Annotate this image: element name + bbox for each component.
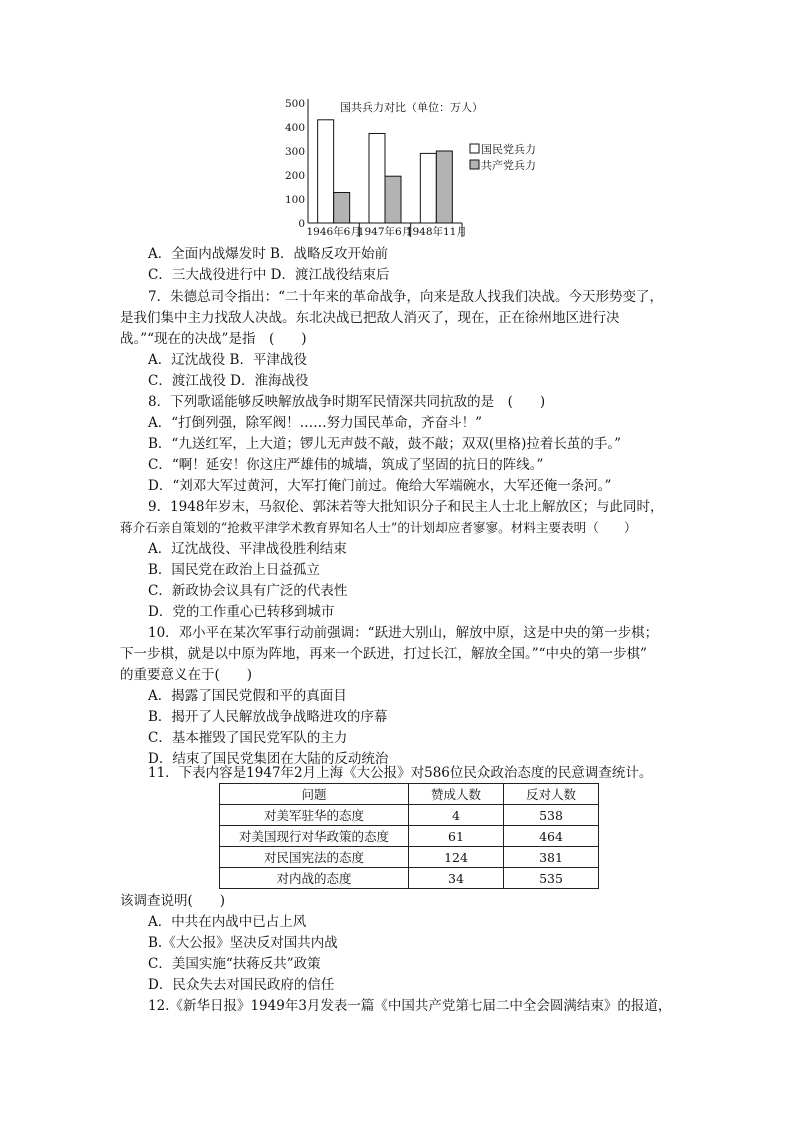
q9-option-a: A．辽沈战役、平津战役胜利结束 xyxy=(148,541,347,557)
bar-kmt xyxy=(369,133,385,223)
table-cell: 4 xyxy=(409,805,504,826)
y-tick-label: 0 xyxy=(298,218,305,230)
table-cell: 对美国现行对华政策的态度 xyxy=(220,826,409,847)
legend-swatch xyxy=(470,144,479,153)
table-cell: 61 xyxy=(409,826,504,847)
q11-option-b: B.《大公报》坚决反对国共内战 xyxy=(148,935,338,951)
q10-option-c: C．基本摧毁了国民党军队的主力 xyxy=(148,730,348,746)
q9-option-d: D．党的工作重心已转移到城市 xyxy=(148,604,335,620)
q10-option-d: D．结束了国民党集团在大陆的反动统治 xyxy=(148,751,389,767)
legend-swatch xyxy=(470,160,479,169)
survey-table xyxy=(219,783,599,889)
x-tick-label: 1948年11月 xyxy=(405,226,467,238)
q10-option-a: A．揭露了国民党假和平的真面目 xyxy=(148,688,347,704)
q8-option-d: D．“刘邓大军过黄河，大军打俺门前过。俺给大军端碗水，大军还俺一条河。” xyxy=(148,478,612,494)
legend-label: 国民党兵力 xyxy=(481,143,536,156)
q9-option-b: B．国民党在政治上日益孤立 xyxy=(148,562,320,578)
q10-option-b: B．揭开了人民解放战争战略进攻的序幕 xyxy=(148,709,388,725)
bar-kmt xyxy=(420,153,436,223)
q10-stem-line: 10．邓小平在某次军事行动前强调：“跃进大别山，解放中原，这是中央的第一步棋； xyxy=(148,625,659,641)
q11-option-d: D．民众失去对国民政府的信任 xyxy=(148,977,335,993)
q7-option-line: A．辽沈战役 B．平津战役 xyxy=(148,352,307,368)
table-row xyxy=(220,826,599,847)
table-header: 赞成人数 xyxy=(409,784,504,805)
table-cell: 535 xyxy=(504,868,599,889)
table-row xyxy=(220,805,599,826)
q6-option-line: C．三大战役进行中 D．渡江战役结束后 xyxy=(148,267,390,283)
q9-stem-line: 9．1948年岁末，马叙伦、郭沫若等大批知识分子和民主人士北上解放区；与此同时， xyxy=(148,499,664,515)
table-header-row xyxy=(220,784,599,805)
y-tick-label: 500 xyxy=(284,98,305,110)
q11-option-a: A．中共在内战中已占上风 xyxy=(148,914,307,930)
q8-option-a: A．“打倒列强，除军阀！……努力国民革命，齐奋斗！” xyxy=(148,415,483,431)
q12-stem: 12.《新华日报》1949年3月发表一篇《中国共产党第七届二中全会圆满结束》的报道， xyxy=(148,998,672,1014)
table-row xyxy=(220,847,599,868)
bar-ccp xyxy=(385,176,401,223)
bar-ccp xyxy=(334,193,350,223)
table-row xyxy=(220,868,599,889)
table-cell: 34 xyxy=(409,868,504,889)
q7-option-line: C．渡江战役 D．淮海战役 xyxy=(148,373,309,389)
y-tick-label: 400 xyxy=(284,122,305,134)
q8-option-c: C．“啊！延安！你这庄严雄伟的城墙，筑成了坚固的抗日的阵线。” xyxy=(148,457,544,473)
table-cell: 381 xyxy=(504,847,599,868)
q9-option-c: C．新政协会议具有广泛的代表性 xyxy=(148,583,348,599)
bar-ccp xyxy=(436,151,452,223)
table-cell: 538 xyxy=(504,805,599,826)
q7-stem-line: 战。”“现在的决战”是指 ( ) xyxy=(120,331,307,347)
q9-stem-line: 蒋介石亲自策划的“抢救平津学术教育界知名人士”的计划却应者寥寥。材料主要表明（ ） xyxy=(120,520,637,535)
q7-stem-line: 7．朱德总司令指出：“二十年来的革命战争，向来是敌人找我们决战。今天形势变了， xyxy=(148,289,663,305)
q7-stem-line: 是我们集中主力找敌人决战。东北决战已把敌人消灭了，现在，正在徐州地区进行决 xyxy=(120,310,620,326)
q11-stem: 11．下表内容是1947年2月上海《大公报》对586位民众政治态度的民意调查统计。 xyxy=(148,765,653,781)
table-cell: 对内战的态度 xyxy=(220,868,409,889)
chart-title: 国共兵力对比（单位：万人） xyxy=(340,101,483,114)
q8-option-b: B．“九送红军，上大道；锣儿无声鼓不敲，鼓不敲；双双(里格)拉着长茧的手。” xyxy=(148,436,622,452)
q6-option-line: A．全面内战爆发时 B．战略反攻开始前 xyxy=(148,246,388,262)
table-header: 反对人数 xyxy=(504,784,599,805)
q8-stem: 8．下列歌谣能够反映解放战争时期军民情深共同抗敌的是 ( ) xyxy=(148,394,546,410)
table-cell: 对美军驻华的态度 xyxy=(220,805,409,826)
x-tick-label: 1946年6月 xyxy=(306,226,361,238)
bar-kmt xyxy=(318,120,334,223)
table-cell: 124 xyxy=(409,847,504,868)
y-tick-label: 300 xyxy=(284,146,305,158)
table-cell: 对民国宪法的态度 xyxy=(220,847,409,868)
q10-stem-line: 下一步棋，就是以中原为阵地，再来一个跃进，打过长江，解放全国。”“中央的第一步棋” xyxy=(120,646,647,662)
troop-comparison-chart xyxy=(278,96,548,241)
y-tick-label: 100 xyxy=(284,194,305,206)
y-tick-label: 200 xyxy=(284,170,305,182)
q11-after: 该调查说明( ) xyxy=(120,893,226,909)
table-cell: 464 xyxy=(504,826,599,847)
x-tick-label: 1947年6月 xyxy=(357,226,413,238)
q11-option-c: C．美国实施“扶蒋反共”政策 xyxy=(148,956,321,972)
q10-stem-line: 的重要意义在于( ) xyxy=(120,667,253,683)
legend-label: 共产党兵力 xyxy=(481,159,536,172)
table-header: 问题 xyxy=(220,784,409,805)
